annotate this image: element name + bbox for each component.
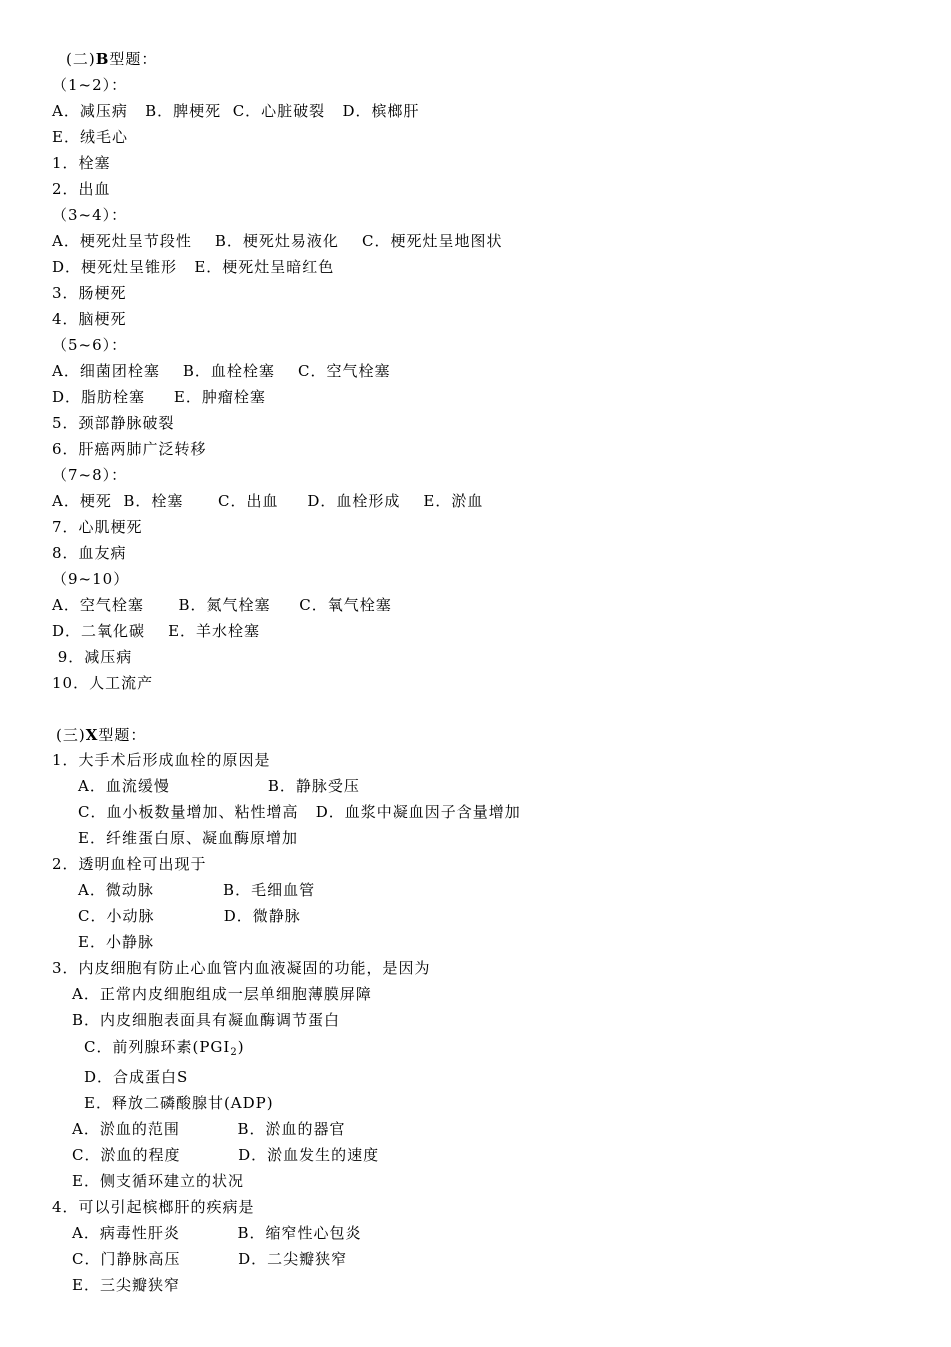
b-section-heading xyxy=(66,49,157,69)
x-section-prefix: (三) xyxy=(56,726,86,744)
x-section-title: 型题： xyxy=(98,726,147,744)
question-item: 2．出血 xyxy=(52,180,111,198)
question-item: 6．肝癌两肺广泛转移 xyxy=(52,440,207,458)
option-line: E．小静脉 xyxy=(78,933,154,951)
option-c-close: ) xyxy=(237,1038,245,1056)
question-item: 3．肠梗死 xyxy=(52,284,127,302)
option-line: B．内皮细胞表面具有凝血酶调节蛋白 xyxy=(72,1011,341,1029)
x-section-heading xyxy=(56,725,146,745)
b-section-letter: B xyxy=(95,50,110,68)
option-line: A．梗死灶呈节段性 B．梗死灶易液化 C．梗死灶呈地图状 xyxy=(52,232,503,250)
b-section-prefix: (二) xyxy=(66,50,96,68)
b-section-title: 型题： xyxy=(109,50,158,68)
question-item: 10．人工流产 xyxy=(52,674,154,692)
option-line: C．门静脉高压 D．二尖瓣狭窄 xyxy=(72,1250,348,1268)
question-stem: 1．大手术后形成血栓的原因是 xyxy=(52,751,271,769)
option-line: A．减压病 B．脾梗死 C．心脏破裂 D．槟榔肝 xyxy=(52,102,420,120)
option-line: D．二氧化碳 E．羊水栓塞 xyxy=(52,622,261,640)
option-line: C．小动脉 D．微静脉 xyxy=(78,907,301,925)
option-line: C．淤血的程度 D．淤血发生的速度 xyxy=(72,1146,380,1164)
option-line: A．病毒性肝炎 B．缩窄性心包炎 xyxy=(72,1224,362,1242)
option-line: A．淤血的范围 B．淤血的器官 xyxy=(72,1120,346,1138)
question-item: 9．减压病 xyxy=(52,648,133,666)
question-item: 5．颈部静脉破裂 xyxy=(52,414,175,432)
option-line-pgi xyxy=(84,1037,245,1057)
option-c-subscript: 2 xyxy=(230,1047,238,1058)
option-line: A．血流缓慢 B．静脉受压 xyxy=(78,777,360,795)
option-line: C．血小板数量增加、粘性增高 D．血浆中凝血因子含量增加 xyxy=(78,803,521,821)
question-item: 1．栓塞 xyxy=(52,154,111,172)
option-line: D．梗死灶呈锥形 E．梗死灶呈暗红色 xyxy=(52,258,335,276)
option-line: E．三尖瓣狭窄 xyxy=(72,1276,180,1294)
option-line: A．微动脉 B．毛细血管 xyxy=(78,881,316,899)
option-line: D．合成蛋白S xyxy=(84,1068,189,1086)
option-c-text: C．前列腺环素(PGI xyxy=(84,1038,231,1056)
question-item: 4．脑梗死 xyxy=(52,310,127,328)
option-line: D．脂肪栓塞 E．肿瘤栓塞 xyxy=(52,388,266,406)
option-line: E．绒毛心 xyxy=(52,128,128,146)
option-line: A．空气栓塞 B．氮气栓塞 C．氧气栓塞 xyxy=(52,596,392,614)
option-line: A．正常内皮细胞组成一层单细胞薄膜屏障 xyxy=(72,985,372,1003)
group-range: （3~4）： xyxy=(52,206,128,224)
option-line: E．释放二磷酸腺甘(ADP) xyxy=(84,1094,274,1112)
group-range: （9~10） xyxy=(52,570,130,588)
group-range: （5~6）： xyxy=(52,336,128,354)
option-line: A．梗死 B．栓塞 C．出血 D．血栓形成 E．淤血 xyxy=(52,492,484,510)
question-stem: 4．可以引起槟榔肝的疾病是 xyxy=(52,1198,255,1216)
group-range: （1~2）： xyxy=(52,76,128,94)
x-section-letter: X xyxy=(85,726,99,744)
question-stem: 2．透明血栓可出现于 xyxy=(52,855,207,873)
question-item: 7．心肌梗死 xyxy=(52,518,143,536)
question-stem: 3．内皮细胞有防止心血管内血液凝固的功能，是因为 xyxy=(52,959,431,977)
group-range: （7~8）： xyxy=(52,466,128,484)
option-line: E．侧支循环建立的状况 xyxy=(72,1172,244,1190)
option-line: E．纤维蛋白原、凝血酶原增加 xyxy=(78,829,298,847)
option-line: A．细菌团栓塞 B．血栓栓塞 C．空气栓塞 xyxy=(52,362,391,380)
question-item: 8．血友病 xyxy=(52,544,127,562)
